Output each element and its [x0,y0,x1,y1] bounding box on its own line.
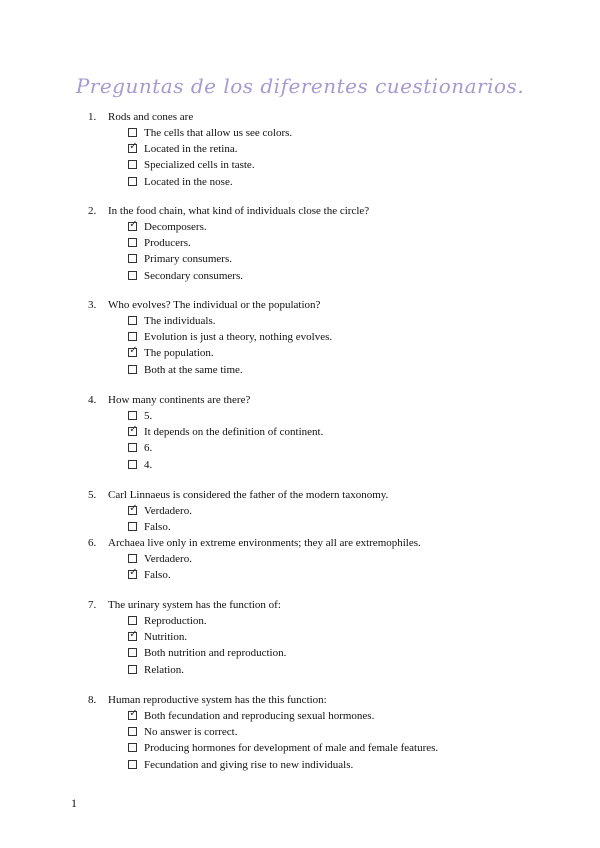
checkbox[interactable] [128,177,137,186]
option-label: Primary consumers. [144,253,232,266]
checkmark-icon [129,157,138,169]
checkmark-icon [129,757,138,769]
checkmark-icon: ✓ [129,629,138,641]
page-number: 1 [71,796,77,810]
option-label: Both at the same time. [144,363,243,376]
checkmark-icon [129,408,138,420]
checkbox[interactable] [128,616,137,625]
checkbox[interactable] [128,141,138,153]
checkmark-icon [129,740,138,752]
checkbox[interactable] [128,522,137,531]
question-text: Archaea live only in extreme environments; they all are extremophiles. [108,537,421,549]
option-label: Both nutrition and reproduction. [144,647,287,660]
checkmark-icon [129,174,138,186]
checkbox[interactable] [128,443,137,452]
option-label: Fecundation and giving rise to new individuals. [144,758,354,771]
checkbox[interactable] [128,743,137,752]
question-text: Human reproductive system has the this function: [108,694,327,706]
option-label: Located in the retina. [144,143,238,156]
option-label: Secondary consumers. [144,269,243,282]
checkbox[interactable] [128,503,138,515]
checkbox[interactable] [128,219,138,231]
checkmark-icon [129,251,138,263]
checkbox[interactable] [128,460,137,469]
checkmark-icon [129,457,138,469]
option-label: It depends on the definition of continent. [144,426,324,439]
checkbox[interactable] [128,365,137,374]
checkmark-icon: ✓ [129,567,138,579]
checkmark-icon [129,613,138,625]
option-label: Located in the nose. [144,175,233,188]
question-text: Who evolves? The individual or the population? [108,299,321,311]
question-text: Rods and cones are [108,111,194,123]
option-label: Both fecundation and reproducing sexual hormones. [144,710,375,722]
question-text: How many continents are there? [108,394,251,406]
checkmark-icon [129,645,138,657]
checkmark-icon [129,125,138,137]
checkbox[interactable] [128,567,138,579]
checkbox[interactable] [128,238,137,247]
checkbox[interactable] [128,160,137,169]
checkmark-icon [129,440,138,452]
checkbox[interactable] [128,254,137,263]
checkbox[interactable] [128,760,137,769]
checkmark-icon: ✓ [129,708,138,719]
option-label: Evolution is just a theory, nothing evolves. [144,331,333,344]
checkbox[interactable] [128,554,137,563]
checkmark-icon [129,724,138,736]
option-label: Reproduction. [144,615,207,627]
checkbox[interactable] [128,128,137,137]
option-label: Producing hormones for development of male and female features. [144,742,439,755]
option-label: 5. [144,410,153,422]
option-label: 6. [144,442,153,455]
checkmark-icon [129,235,138,247]
checkmark-icon: ✓ [129,503,138,514]
option-label: Falso. [144,521,171,534]
checkmark-icon [129,362,138,374]
checkmark-icon [129,329,138,341]
checkmark-icon [129,519,138,531]
question-number: 4. [88,394,97,406]
page-title: Preguntas de los diferentes cuestionarios. [75,74,525,98]
checkbox[interactable] [128,629,138,641]
checkmark-icon: ✓ [129,141,138,153]
checkmark-icon: ✓ [129,219,138,230]
checkbox[interactable] [128,424,138,436]
checkmark-icon [129,313,138,325]
checkbox[interactable] [128,727,137,736]
option-label: No answer is correct. [144,726,238,739]
option-label: Producers. [144,237,191,250]
question-text: Carl Linnaeus is considered the father of the modern taxonomy. [108,489,389,501]
question-number: 3. [88,299,97,311]
option-label: Decomposers. [144,221,207,233]
option-label: Specialized cells in taste. [144,159,255,172]
option-label: 4. [144,458,153,471]
option-label: Relation. [144,663,185,676]
option-label: Verdadero. [144,553,192,565]
checkbox[interactable] [128,411,137,420]
question-number: 7. [88,599,97,611]
checkmark-icon [129,268,138,280]
checkmark-icon: ✓ [129,424,138,436]
option-label: Nutrition. [144,631,188,644]
question-number: 2. [88,205,97,217]
question-number: 6. [88,537,97,549]
question-number: 8. [88,694,97,706]
option-label: Verdadero. [144,505,192,517]
checkmark-icon [129,551,138,563]
checkmark-icon [129,662,138,674]
checkbox[interactable] [128,345,138,357]
option-label: The cells that allow us see colors. [144,127,293,139]
option-label: The individuals. [144,315,216,327]
checkbox[interactable] [128,271,137,280]
checkmark-icon: ✓ [129,345,138,357]
option-label: Falso. [144,569,171,582]
option-label: The population. [144,347,214,360]
checkbox[interactable] [128,708,138,720]
question-text: In the food chain, what kind of individuals close the circle? [108,205,370,217]
question-number: 1. [88,111,97,123]
question-text: The urinary system has the function of: [108,599,281,611]
checkbox[interactable] [128,316,137,325]
checkbox[interactable] [128,648,137,657]
question-number: 5. [88,489,97,501]
checkbox[interactable] [128,665,137,674]
checkbox[interactable] [128,332,137,341]
